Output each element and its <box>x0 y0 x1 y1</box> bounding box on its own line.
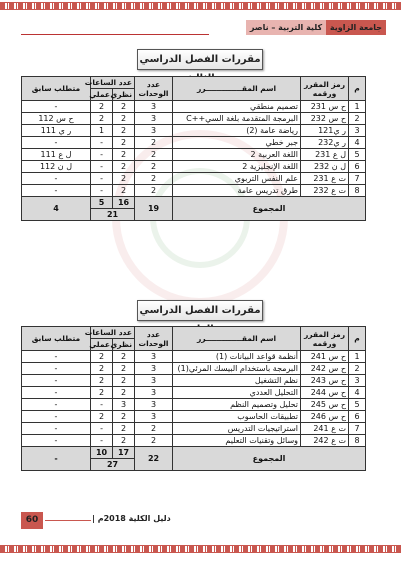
row-num: 5 <box>349 149 366 161</box>
row-num: 1 <box>349 101 366 113</box>
row-units: 3 <box>135 387 173 399</box>
row-theory: 2 <box>113 101 135 113</box>
row-practical: 2 <box>91 363 113 375</box>
university-name: جامعة الزاوية <box>326 20 386 35</box>
row-code: ح س 243 <box>301 375 349 387</box>
col-theory: نظري <box>113 89 135 101</box>
table-row <box>22 173 366 185</box>
row-prereq: - <box>22 185 91 197</box>
row-code: ح س 241 <box>301 351 349 363</box>
row-name: اللغة الإنجليزية 2 <box>173 161 301 173</box>
row-num: 8 <box>349 185 366 197</box>
row-theory: 2 <box>113 375 135 387</box>
row-num: 4 <box>349 387 366 399</box>
col-code: رمز المقرر ورقمه <box>301 327 349 351</box>
total-theory: 16 <box>113 197 135 209</box>
col-units: عدد الوحدات <box>135 327 173 351</box>
col-code: رمز المقرر ورقمه <box>301 77 349 101</box>
total-units: 19 <box>135 197 173 221</box>
row-name: تصميم منطقي <box>173 101 301 113</box>
row-prereq: - <box>22 423 91 435</box>
row-prereq: ل ع 111 <box>22 149 91 161</box>
row-code: ح س 244 <box>301 387 349 399</box>
row-prereq: ح س 112 <box>22 113 91 125</box>
total-prereq: 4 <box>22 197 91 221</box>
col-hours: عدد الساعات <box>91 77 135 89</box>
row-prereq: - <box>22 387 91 399</box>
col-theory: نظري <box>113 339 135 351</box>
row-code: ح س 245 <box>301 399 349 411</box>
row-units: 3 <box>135 375 173 387</box>
row-prereq: - <box>22 351 91 363</box>
row-prereq: ل ن 112 <box>22 161 91 173</box>
row-units: 3 <box>135 411 173 423</box>
col-num: م <box>349 327 366 351</box>
row-code: ح س 232 <box>301 113 349 125</box>
row-theory: 2 <box>113 435 135 447</box>
bottom-border-strip <box>0 545 401 553</box>
row-units: 2 <box>135 137 173 149</box>
footer-text: دليل الكلية 2018م | <box>92 514 171 523</box>
row-code: ل ن 232 <box>301 161 349 173</box>
row-prereq: - <box>22 137 91 149</box>
row-practical: - <box>91 173 113 185</box>
total-practical: 10 <box>91 447 113 459</box>
col-practical: عملي <box>91 339 113 351</box>
col-practical: عملي <box>91 89 113 101</box>
table-row <box>22 101 366 113</box>
row-units: 3 <box>135 399 173 411</box>
table-row <box>22 387 366 399</box>
row-num: 7 <box>349 173 366 185</box>
row-practical: - <box>91 185 113 197</box>
row-practical: 2 <box>91 375 113 387</box>
row-theory: 2 <box>113 173 135 185</box>
semester4-title: مقررات الفصل الدراسي <box>137 300 263 321</box>
table-row <box>22 149 366 161</box>
row-theory: 2 <box>113 363 135 375</box>
row-name: وسائل وتقنيات التعليم <box>173 435 301 447</box>
row-code: ر ي121 <box>301 125 349 137</box>
row-theory: 2 <box>113 125 135 137</box>
row-num: 1 <box>349 351 366 363</box>
row-practical: 2 <box>91 101 113 113</box>
total-units: 22 <box>135 447 173 471</box>
row-code: ح س 231 <box>301 101 349 113</box>
row-units: 2 <box>135 185 173 197</box>
row-practical: - <box>91 423 113 435</box>
row-name: جبر خطي <box>173 137 301 149</box>
row-prereq: - <box>22 399 91 411</box>
row-units: 2 <box>135 161 173 173</box>
row-practical: 1 <box>91 125 113 137</box>
row-num: 2 <box>349 363 366 375</box>
row-num: 8 <box>349 435 366 447</box>
col-units: عدد الوحدات <box>135 77 173 101</box>
row-code: ح س 242 <box>301 363 349 375</box>
row-practical: - <box>91 435 113 447</box>
row-units: 2 <box>135 149 173 161</box>
total-label: المجموع <box>173 447 366 471</box>
row-num: 2 <box>349 113 366 125</box>
row-units: 3 <box>135 125 173 137</box>
row-num: 3 <box>349 125 366 137</box>
row-code: ل ع 231 <box>301 149 349 161</box>
col-prereq: متطلب سابق <box>22 327 91 351</box>
row-name: أنظمة قواعد البيانات (1) <box>173 351 301 363</box>
row-theory: 2 <box>113 423 135 435</box>
row-practical: 2 <box>91 411 113 423</box>
row-name: استراتيجيات التدريس <box>173 423 301 435</box>
row-prereq: - <box>22 101 91 113</box>
row-prereq: - <box>22 375 91 387</box>
table-row <box>22 363 366 375</box>
row-num: 6 <box>349 411 366 423</box>
row-name: تطبيقات الحاسوب <box>173 411 301 423</box>
row-units: 3 <box>135 363 173 375</box>
table-row <box>22 423 366 435</box>
row-units: 3 <box>135 351 173 363</box>
row-theory: 2 <box>113 149 135 161</box>
semester3-table <box>21 76 366 221</box>
page-header <box>0 19 401 37</box>
row-theory: 2 <box>113 113 135 125</box>
row-prereq: ر ي 111 <box>22 125 91 137</box>
row-num: 5 <box>349 399 366 411</box>
row-prereq: - <box>22 173 91 185</box>
row-name: اللغة العربية 2 <box>173 149 301 161</box>
table-row <box>22 375 366 387</box>
row-num: 7 <box>349 423 366 435</box>
table-row <box>22 411 366 423</box>
row-theory: 2 <box>113 185 135 197</box>
table-row <box>22 399 366 411</box>
row-units: 2 <box>135 423 173 435</box>
semester3-title: مقررات الفصل الدراسي <box>137 49 263 70</box>
footer-rule <box>45 520 91 521</box>
table-row <box>22 435 366 447</box>
row-code: ت ع 241 <box>301 423 349 435</box>
col-name: اسم المقــــــــــــــرر <box>173 327 301 351</box>
table-row <box>22 113 366 125</box>
row-code: ت ع 242 <box>301 435 349 447</box>
page-number: 60 <box>21 512 43 529</box>
row-practical: 2 <box>91 387 113 399</box>
row-code: ر ي232 <box>301 137 349 149</box>
col-num: م <box>349 77 366 101</box>
row-units: 2 <box>135 435 173 447</box>
total-practical: 5 <box>91 197 113 209</box>
row-name: نظم التشغيل <box>173 375 301 387</box>
table-row <box>22 125 366 137</box>
row-theory: 3 <box>113 399 135 411</box>
row-theory: 2 <box>113 351 135 363</box>
table-row <box>22 185 366 197</box>
row-prereq: - <box>22 435 91 447</box>
col-name: اسم المقــــــــــــــرر <box>173 77 301 101</box>
college-name: كلية التربية – ناصر <box>246 20 326 35</box>
top-border-strip <box>0 2 401 10</box>
row-num: 6 <box>349 161 366 173</box>
table-row <box>22 351 366 363</box>
row-practical: - <box>91 399 113 411</box>
row-num: 3 <box>349 375 366 387</box>
total-hours: 27 <box>91 459 135 471</box>
total-prereq: - <box>22 447 91 471</box>
row-units: 3 <box>135 101 173 113</box>
table-row <box>22 137 366 149</box>
row-units: 2 <box>135 173 173 185</box>
row-theory: 2 <box>113 137 135 149</box>
col-hours: عدد الساعات <box>91 327 135 339</box>
row-code: ت ع 232 <box>301 185 349 197</box>
row-units: 3 <box>135 113 173 125</box>
total-label: المجموع <box>173 197 366 221</box>
row-prereq: - <box>22 363 91 375</box>
col-prereq: متطلب سابق <box>22 77 91 101</box>
row-theory: 2 <box>113 387 135 399</box>
row-prereq: - <box>22 411 91 423</box>
row-name: طرق تدريس عامة <box>173 185 301 197</box>
table-row <box>22 161 366 173</box>
row-name: البرمجة المتقدمة بلغة السي++C <box>173 113 301 125</box>
row-practical: - <box>91 149 113 161</box>
semester4-table <box>21 326 366 471</box>
row-name: البرمجة باستخدام البيسك المرئي(1) <box>173 363 301 375</box>
row-code: ت ع 231 <box>301 173 349 185</box>
row-name: التحليل العددي <box>173 387 301 399</box>
row-num: 4 <box>349 137 366 149</box>
row-practical: - <box>91 137 113 149</box>
row-practical: - <box>91 161 113 173</box>
total-theory: 17 <box>113 447 135 459</box>
row-practical: 2 <box>91 113 113 125</box>
row-name: تحليل وتصميم النظم <box>173 399 301 411</box>
header-rule <box>21 22 209 35</box>
row-theory: 2 <box>113 161 135 173</box>
row-theory: 2 <box>113 411 135 423</box>
row-name: علم النفس التربوي <box>173 173 301 185</box>
row-code: ح س 246 <box>301 411 349 423</box>
row-practical: 2 <box>91 351 113 363</box>
row-name: رياضة عامة (2) <box>173 125 301 137</box>
total-hours: 21 <box>91 209 135 221</box>
